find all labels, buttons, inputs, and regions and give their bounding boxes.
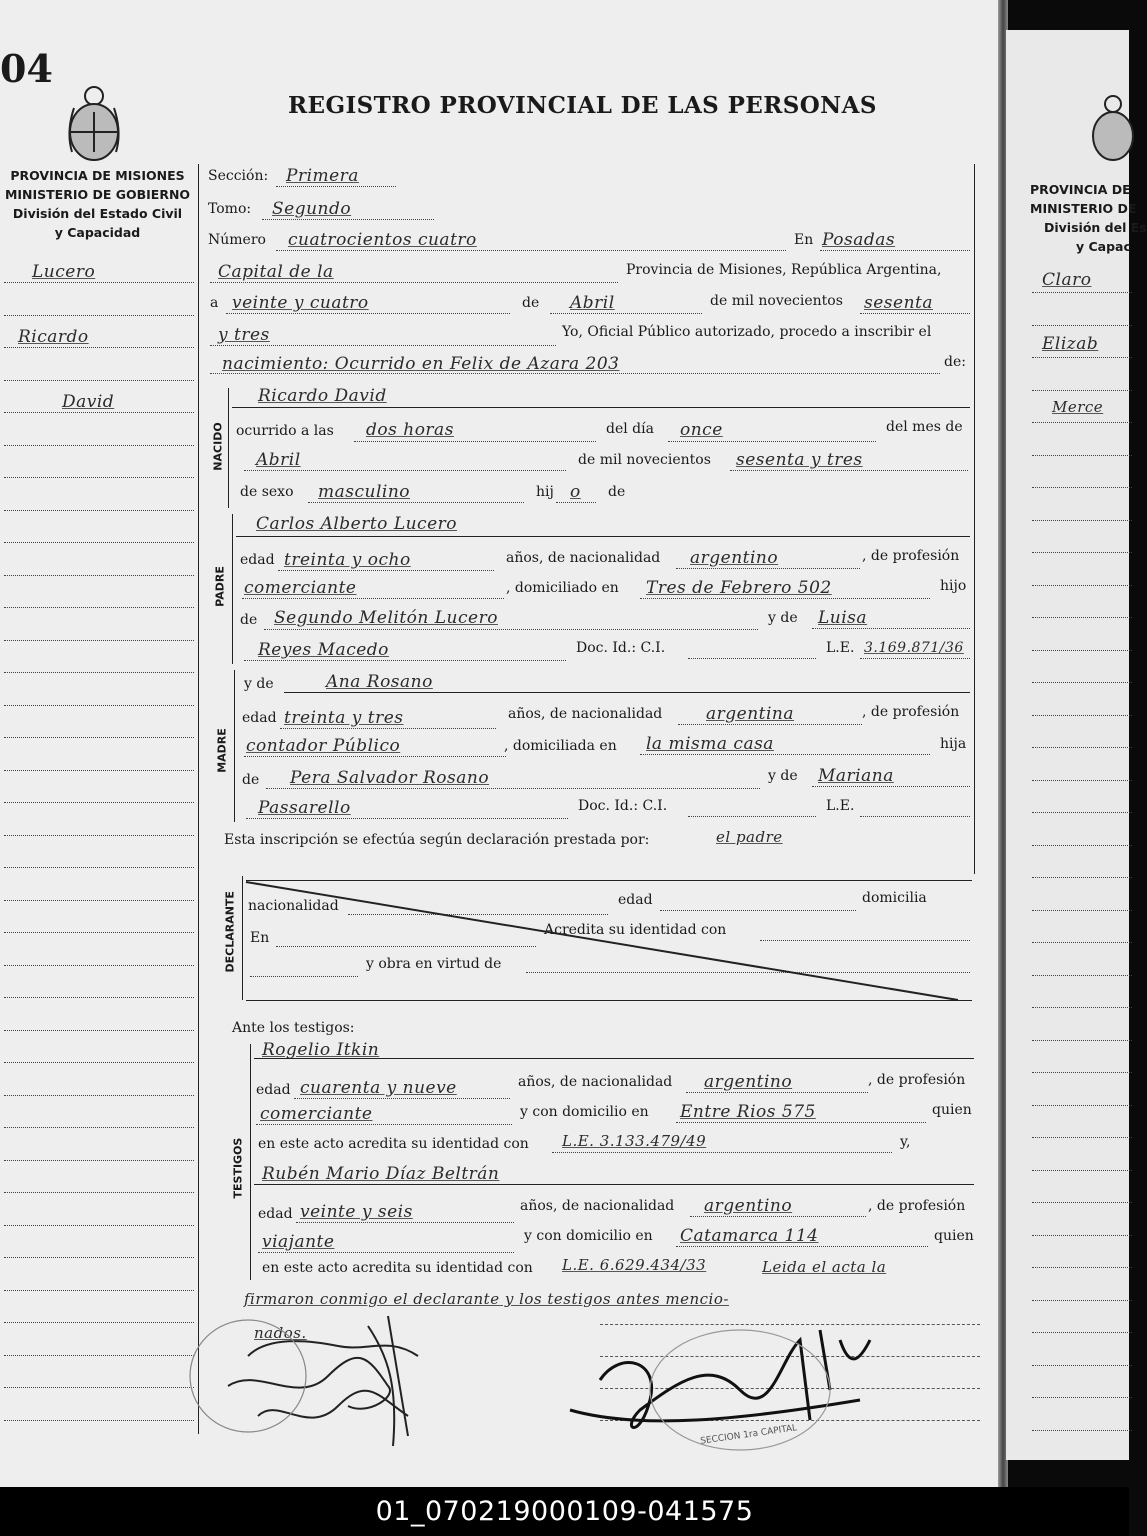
margin-rule-line [4, 1355, 194, 1356]
label-numero: Número [208, 232, 266, 248]
margin-rule-line [4, 705, 194, 706]
right-rule-line [1032, 1170, 1132, 1171]
margin-rule-line [4, 900, 194, 901]
section-madre-label: MADRE [215, 728, 229, 773]
line-declarante-bottom [246, 1000, 972, 1001]
official-stamp-text: SECCION 1ra CAPITAL [699, 1423, 798, 1447]
value-madre-nombre: Ana Rosano [326, 672, 433, 692]
right-rule-line [1032, 422, 1132, 423]
label-ocurrido: ocurrido a las [236, 423, 334, 439]
label-t2-edad: edad [258, 1206, 293, 1222]
right-rule-line [1032, 1202, 1132, 1203]
right-rule-line [1032, 812, 1132, 813]
label-padre-le: L.E. [826, 640, 855, 656]
margin-rule-line [4, 347, 194, 348]
line-padre-padre [264, 629, 758, 630]
line-seccion [276, 186, 396, 187]
label-padre-prof: , de profesión [862, 548, 960, 564]
margin-rule-line [4, 1030, 194, 1031]
frame-right-border [974, 164, 975, 874]
label-obra: y obra en virtud de [366, 956, 502, 972]
right-issuer-header [1030, 180, 1147, 256]
label-madre-de: de [242, 772, 260, 788]
label-del-mes: del mes de [886, 419, 963, 435]
margin-rule-line [4, 1290, 194, 1291]
label-madre-le: L.E. [826, 798, 855, 814]
value-t2-nac: argentino [704, 1196, 793, 1216]
margin-rule-line [4, 770, 194, 771]
value-t1-edad: cuarenta y nueve [300, 1078, 457, 1098]
cross-out-line [246, 880, 972, 1000]
line-hora [354, 441, 596, 442]
value-madre-dom: la misma casa [646, 734, 774, 754]
label-t1-prof: , de profesión [868, 1072, 966, 1088]
right-rule-line [1032, 1397, 1132, 1398]
right-rule-line [1032, 1332, 1132, 1333]
value-padre-nombre: Carlos Alberto Lucero [256, 514, 458, 534]
line-madre-dom [640, 754, 930, 755]
line-t1-prof [256, 1124, 512, 1125]
right-rule-line [1032, 292, 1132, 293]
right-rule-line [1032, 357, 1132, 358]
value-t2-edad: veinte y seis [300, 1202, 413, 1222]
declarante-divider [242, 876, 243, 1000]
value-padre-le: 3.169.871/36 [864, 640, 964, 656]
value-madre-madre2: Passarello [258, 798, 351, 818]
label-padre-yde: y de [768, 610, 798, 626]
margin-rule-line [4, 607, 194, 608]
coat-of-arms-right-icon [1088, 92, 1138, 162]
line-madre-madre2 [246, 818, 568, 819]
line-padre-prof [242, 598, 504, 599]
line-t1-nac [686, 1092, 868, 1093]
issuer-header [0, 166, 195, 242]
witness-signatures-image [188, 1296, 488, 1456]
margin-rule-line [4, 1062, 194, 1063]
label-t1-acredita: en este acto acredita su identidad con [258, 1136, 529, 1152]
label-nacionalidad: nacionalidad [248, 898, 339, 914]
value-en: Posadas [822, 230, 896, 250]
right-rule-line [1032, 390, 1132, 391]
label-del-dia: del día [606, 421, 654, 437]
margin-rule-line [4, 1322, 194, 1323]
value-padre-nac: argentino [690, 548, 779, 568]
margin-rule-line [4, 932, 194, 933]
label-madre-prof: , de profesión [862, 704, 960, 720]
line-t1-dom [676, 1122, 926, 1123]
line-t2-nombre [254, 1184, 974, 1185]
right-rule-line [1032, 585, 1132, 586]
label-hij: hij [536, 484, 554, 500]
value-anio1: sesenta [864, 293, 933, 313]
value-t2-prof: viajante [262, 1232, 335, 1252]
value-leida1: Leida el acta la [762, 1258, 887, 1276]
right-rule-line [1032, 780, 1132, 781]
margin-rule-line [4, 445, 194, 446]
margin-rule-line [4, 640, 194, 641]
margin-rule-line [4, 802, 194, 803]
value-padre-madre2: Reyes Macedo [258, 640, 389, 660]
line-madre-ci [688, 816, 816, 817]
value-hora: dos horas [366, 420, 454, 440]
right-rule-line [1032, 1300, 1132, 1301]
value-t1-nac: argentino [704, 1072, 793, 1092]
line-t2-dom [676, 1246, 928, 1247]
label-t1-quien: quien [932, 1102, 972, 1118]
right-rule-line [1032, 942, 1132, 943]
label-yo: Yo, Oficial Público autorizado, procedo a inscribir el [562, 324, 932, 340]
line-padre-edad [278, 570, 494, 571]
section-declarante-label: DECLARANTE [223, 891, 237, 973]
right-issuer-division2: y Capac [1076, 239, 1131, 254]
value-t1-doc: L.E. 3.133.479/49 [562, 1132, 707, 1150]
right-rule-line [1032, 1105, 1132, 1106]
margin-first-name: Ricardo [18, 327, 89, 347]
label-acredita: Acredita su identidad con [544, 922, 727, 938]
right-name-2: Elizab [1042, 334, 1099, 354]
issuer-division: División del Estado Civil [12, 206, 183, 221]
right-rule-line [1032, 1040, 1132, 1041]
value-t2-doc: L.E. 6.629.434/33 [562, 1256, 707, 1274]
label-de-colon: de: [944, 354, 966, 370]
image-id-footer: 01_070219000109-041575 [0, 1487, 1129, 1536]
label-a: a [210, 295, 219, 311]
right-rule-line [1032, 552, 1132, 553]
right-rule-line [1032, 617, 1132, 618]
margin-rule-line [4, 1192, 194, 1193]
margin-rule-line [4, 1095, 194, 1096]
label-padre-dom: , domiciliado en [506, 580, 619, 596]
value-t2-dom: Catamarca 114 [680, 1226, 819, 1246]
right-rule-line [1032, 1365, 1132, 1366]
frame-left-border [198, 164, 199, 1434]
value-padre-dom: Tres de Febrero 502 [646, 578, 832, 598]
margin-rule-line [4, 1387, 194, 1388]
label-padre-doc: Doc. Id.: C.I. [576, 640, 666, 656]
margin-rule-line [4, 997, 194, 998]
label-hijo: hijo [940, 578, 967, 594]
right-rule-line [1032, 682, 1132, 683]
label-madre-nac: años, de nacionalidad [508, 706, 663, 722]
label-de-mil: de mil novecientos [710, 293, 843, 309]
right-name-1: Claro [1042, 270, 1092, 290]
line-padre-madre1 [812, 628, 970, 629]
line-madre-edad [280, 728, 496, 729]
value-padre-edad: treinta y ocho [284, 550, 411, 570]
line-mes [550, 313, 702, 314]
line-t2-edad [296, 1222, 514, 1223]
margin-rule-line [4, 1160, 194, 1161]
value-dia: veinte y cuatro [232, 293, 369, 313]
value-declarante: el padre [716, 828, 783, 846]
label-provincia: Provincia de Misiones, República Argentina, [626, 262, 942, 278]
madre-divider [234, 670, 235, 822]
value-padre-prof: comerciante [244, 578, 357, 598]
line-madre-prof [244, 756, 506, 757]
label-de-mil2: de mil novecientos [578, 452, 711, 468]
margin-rule-line [4, 672, 194, 673]
value-sexo: masculino [318, 482, 411, 502]
right-rule-line [1032, 650, 1132, 651]
margin-rule-line [4, 867, 194, 868]
margin-rule-line [4, 737, 194, 738]
line-anio [860, 313, 970, 314]
value-madre-padre: Pera Salvador Rosano [290, 768, 490, 788]
label-tomo: Tomo: [208, 201, 252, 217]
value-seccion: Primera [286, 166, 359, 186]
line-anio2 [210, 345, 556, 346]
value-anio-nac: sesenta y tres [736, 450, 863, 470]
label-inscripcion: Esta inscripción se efectúa según declaración prestada por: [224, 832, 650, 848]
right-rule-line [1032, 910, 1132, 911]
right-name-3: Merce [1052, 398, 1104, 416]
section-padre-label: PADRE [213, 566, 227, 607]
label-t2-dom: y con domicilio en [524, 1228, 653, 1244]
margin-surname: Lucero [32, 262, 96, 282]
line-tomo [262, 219, 434, 220]
line-mes-nac [244, 470, 566, 471]
label-en: En [794, 232, 814, 248]
margin-rule-line [4, 282, 194, 283]
value-mes: Abril [570, 293, 615, 313]
right-rule-line [1032, 845, 1132, 846]
coat-of-arms-icon [62, 82, 126, 164]
margin-rule-line [4, 575, 194, 576]
label-padre-de: de [240, 612, 258, 628]
line-padre-nac [676, 568, 860, 569]
label-madre-yde2: y de [768, 768, 798, 784]
margin-rule-line [4, 1420, 194, 1421]
value-anio2: y tres [218, 325, 270, 345]
label-t1-edad: edad [256, 1082, 291, 1098]
label-edad-decl: edad [618, 892, 653, 908]
issuer-province: PROVINCIA DE MISIONES [10, 168, 185, 183]
right-rule-line [1032, 455, 1132, 456]
value-numero: cuatrocientos cuatro [288, 230, 477, 250]
margin-rule-line [4, 1127, 194, 1128]
value-t1-nombre: Rogelio Itkin [262, 1040, 380, 1060]
value-dia-nac: once [680, 420, 723, 440]
label-domicilia: domicilia [862, 890, 927, 906]
line-hij [556, 502, 596, 503]
issuer-division2: y Capacidad [54, 225, 141, 240]
line-madre-le [860, 816, 970, 817]
label-de: de [522, 295, 540, 311]
right-issuer-division: División del Es [1044, 220, 1147, 235]
line-capital [210, 282, 618, 283]
line-madre-nac [678, 724, 862, 725]
line-padre-nombre [236, 536, 970, 537]
margin-rule-line [4, 835, 194, 836]
right-rule-line [1032, 1072, 1132, 1073]
line-t2-prof [258, 1252, 514, 1253]
right-rule-line [1032, 975, 1132, 976]
value-mes-nac: Abril [256, 450, 301, 470]
value-madre-prof: contador Público [246, 736, 401, 756]
register-page-right [1006, 30, 1147, 1460]
label-t2-acredita: en este acto acredita su identidad con [262, 1260, 533, 1276]
value-t1-dom: Entre Rios 575 [680, 1102, 816, 1122]
label-madre-yde: y de [244, 676, 274, 692]
margin-rule-line [4, 1225, 194, 1226]
label-padre-nac: años, de nacionalidad [506, 550, 661, 566]
right-rule-line [1032, 715, 1132, 716]
section-nacido-label: NACIDO [211, 422, 225, 471]
line-t2-nac [690, 1216, 866, 1217]
label-ante: Ante los testigos: [232, 1020, 355, 1036]
label-madre-dom: , domiciliada en [504, 738, 617, 754]
margin-rule-line [4, 542, 194, 543]
value-madre-nac: argentina [706, 704, 795, 724]
right-rule-line [1032, 1137, 1132, 1138]
value-hij: o [570, 482, 581, 502]
document-title: REGISTRO PROVINCIAL DE LAS PERSONAS [288, 92, 877, 119]
margin-rule-line [4, 1257, 194, 1258]
label-madre-doc: Doc. Id.: C.I. [578, 798, 668, 814]
line-madre-nombre [284, 692, 970, 693]
line-madre-madre1 [812, 786, 970, 787]
right-rule-line [1032, 325, 1132, 326]
label-t2-prof: , de profesión [868, 1198, 966, 1214]
right-rule-line [1032, 1007, 1132, 1008]
right-issuer-ministry: MINISTERIO DE [1030, 201, 1137, 216]
margin-rule-line [4, 510, 194, 511]
label-en-decl: En [250, 930, 270, 946]
label-de2: de [608, 484, 626, 500]
section-testigos-label: TESTIGOS [231, 1137, 245, 1199]
line-dia [226, 313, 510, 314]
value-t2-nombre: Rubén Mario Díaz Beltrán [262, 1164, 500, 1184]
right-issuer-province: PROVINCIA DE [1030, 182, 1131, 197]
line-padre-dom [640, 598, 930, 599]
margin-rule-line [4, 477, 194, 478]
right-rule-line [1032, 877, 1132, 878]
label-padre-edad: edad [240, 552, 275, 568]
value-capital: Capital de la [218, 262, 334, 282]
label-t2-nac: años, de nacionalidad [520, 1198, 675, 1214]
issuer-ministry: MINISTERIO DE GOBIERNO [4, 187, 191, 202]
value-inscribir: nacimiento: Ocurrido en Felix de Azara 203 [222, 354, 620, 374]
margin-rule-line [4, 965, 194, 966]
value-tomo: Segundo [272, 199, 352, 219]
line-t1-edad [294, 1098, 510, 1099]
nacido-divider [228, 388, 229, 508]
right-rule-line [1032, 1430, 1132, 1431]
padre-divider [232, 514, 233, 664]
margin-rule-line [4, 315, 194, 316]
label-t1-y: y, [900, 1134, 911, 1150]
label-t2-quien: quien [934, 1228, 974, 1244]
label-seccion: Sección: [208, 168, 269, 184]
label-t1-dom: y con domicilio en [520, 1104, 649, 1120]
margin-second-name: David [62, 392, 115, 412]
right-rule-line [1032, 520, 1132, 521]
value-leida3: nados. [254, 1324, 307, 1342]
label-madre-edad: edad [242, 710, 277, 726]
line-dia-nac [668, 441, 876, 442]
margin-rule-line [4, 412, 194, 413]
testigos-divider [250, 1044, 251, 1280]
margin-rule-line [4, 380, 194, 381]
right-rule-line [1032, 487, 1132, 488]
page-number: 04 [0, 46, 53, 91]
line-madre-padre [266, 788, 760, 789]
line-padre-madre2 [244, 660, 566, 661]
label-sexo: de sexo [240, 484, 294, 500]
value-t1-prof: comerciante [260, 1104, 373, 1124]
line-padre-ci [688, 658, 816, 659]
right-rule-line [1032, 1267, 1132, 1268]
value-padre-madre1: Luisa [818, 608, 868, 628]
line-nombre [232, 407, 970, 408]
label-hija: hija [940, 736, 967, 752]
value-madre-madre1: Mariana [818, 766, 894, 786]
line-anio-nac [730, 470, 968, 471]
line-sexo [308, 502, 524, 503]
line-t1-doc [552, 1152, 892, 1153]
right-rule-line [1032, 1235, 1132, 1236]
value-madre-edad: treinta y tres [284, 708, 404, 728]
right-rule-line [1032, 747, 1132, 748]
value-padre-padre: Segundo Melitón Lucero [274, 608, 498, 628]
line-en [820, 250, 970, 251]
line-padre-le [860, 658, 970, 659]
label-t1-nac: años, de nacionalidad [518, 1074, 673, 1090]
value-nombre: Ricardo David [258, 386, 387, 406]
line-numero [276, 250, 786, 251]
value-leida2: firmaron conmigo el declarante y los testigos antes mencio- [244, 1290, 729, 1308]
